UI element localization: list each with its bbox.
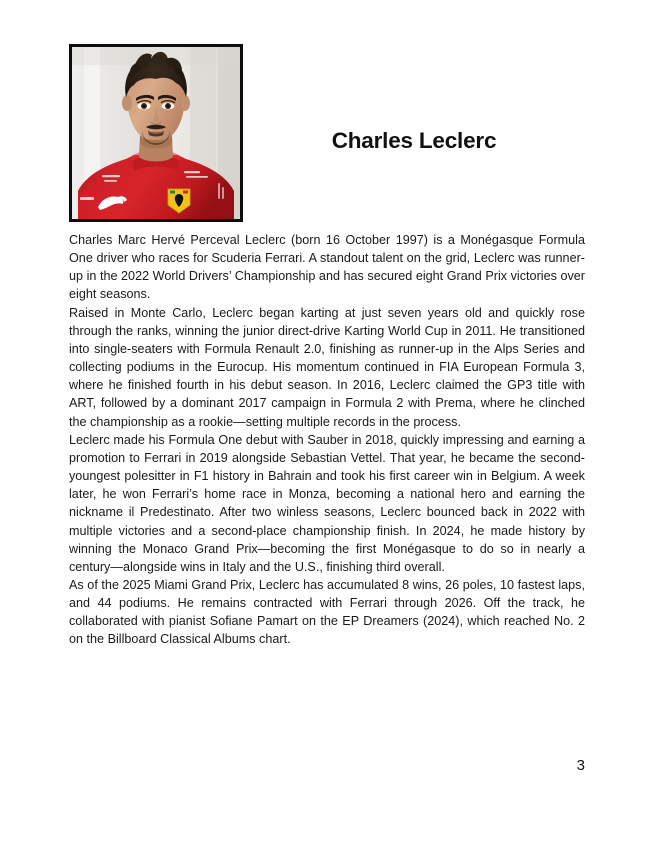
portrait-illustration [72, 47, 240, 219]
page-number: 3 [576, 757, 585, 774]
paragraph-formula-one-career: Leclerc made his Formula One debut with Sauber in 2018, quickly impressing and earning a promotion to Ferrari in 2019 alongside Sebastian Vettel. That year, he became the second-youngest polesitter in F1 history in Bahrain and took his first career win in Belgium. A week later, he won Ferrari’s home race in Monza, becoming a national hero and earning the nickname il Predestinato. After two winless seasons, Leclerc bounced back in 2022 with multiple victories and a second-place championship finish. In 2024, he made history by winning the Monaco Grand Prix—becoming the first Monégasque to do so in nearly a century—alongside wins in Italy and the U.S., finishing third overall. [69, 432, 585, 574]
page-title: Charles Leclerc [331, 128, 497, 154]
driver-portrait-photo [69, 44, 243, 222]
paragraph-intro: Charles Marc Hervé Perceval Leclerc (born 16 October 1997) is a Monégasque Formula One driver who races for Scuderia Ferrari. A standout talent on the grid, Leclerc was runner-up in the 2022 World Drivers’ Championship and has secured eight Grand Prix victories over eight seasons. [69, 233, 585, 302]
paragraph-statistics: As of the 2025 Miami Grand Prix, Leclerc has accumulated 8 wins, 26 poles, 10 fastest laps, and 44 podiums. He remains contracted with Ferrari through 2026. Off the track, he collaborated with pianist Sofiane Pamart on the EP Dreamers (2024), which reached No. 2 on the Billboard Classical Albums chart. [69, 577, 585, 647]
article-body [69, 231, 585, 649]
paragraph-early-career: Raised in Monte Carlo, Leclerc began karting at just seven years old and quickly rose through the ranks, winning the junior direct-drive Karting World Cup in 2011. He transitioned into single-seaters with Formula Renault 2.0, finishing as runner-up in the Alps Series and collecting podiums in the Eurocup. His momentum continued in FIA European Formula 3, where he finished fourth in his debut season. In 2016, Leclerc claimed the GP3 title with ART, followed by a dominant 2017 campaign in Formula 2 with Prema, where he clinched the championship as a rookie—setting multiple records in the process. [69, 305, 585, 429]
